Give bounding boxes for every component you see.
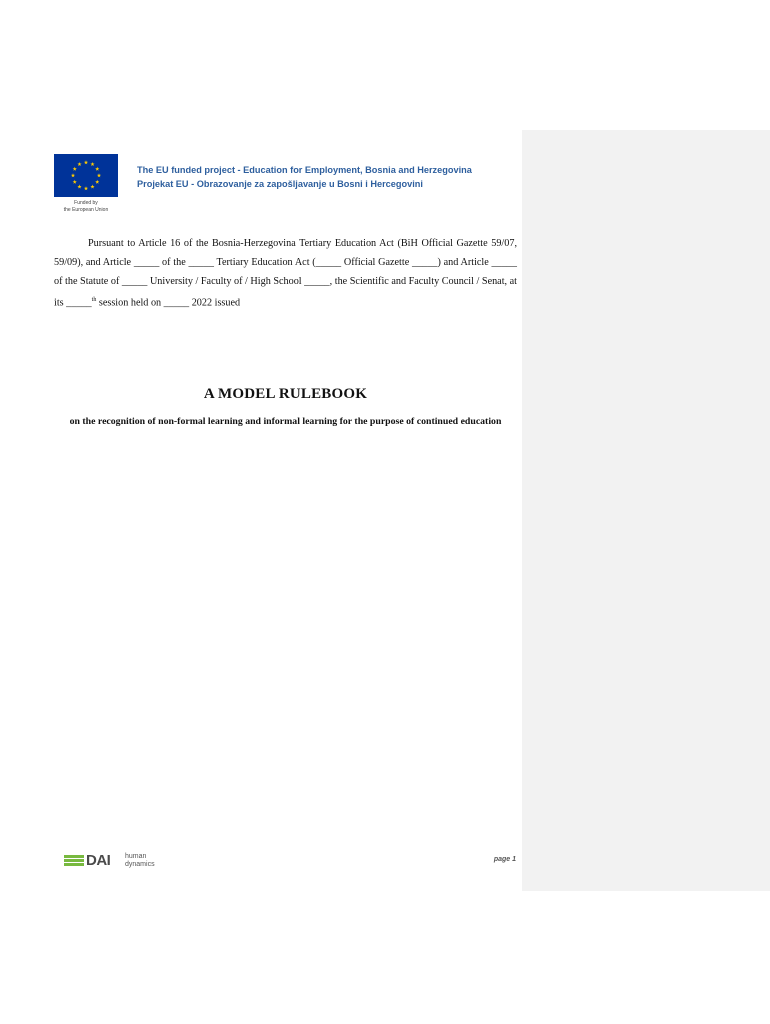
preamble-text: Pursuant to Article 16 of the Bosnia-Herzegovina Tertiary Education Act (BiH Official Gazette 59/07, 59/09), and Article _____ of the _____ Tertiary Education Act (_____ Official Gazette _____) and Article _____ of the Statute of _____ University / Faculty of / High School _____, the Scientific and Faculty Council / Senat, at its _____ [54, 238, 517, 309]
document-subtitle: on the recognition of non-formal learning and informal learning for the purpose of continued education [69, 416, 502, 427]
dai-logo-subtext [125, 853, 155, 868]
preamble-ordinal-suffix: th [91, 297, 97, 304]
project-title-english: The EU funded project - Education for Employment, Bosnia and Herzegovina [137, 165, 472, 175]
dai-logo-subtext-line-1: human [125, 853, 147, 860]
page-number: page 1 [493, 856, 516, 863]
project-title-bosnian: Projekat EU - Obrazovanje za zapošljavanje u Bosni i Hercegovini [137, 179, 423, 189]
dai-logo-subtext-line-2: dynamics [125, 860, 155, 868]
document-title: A MODEL RULEBOOK [203, 386, 368, 402]
comment-pane [522, 130, 770, 891]
eu-caption-line-1: Funded by [74, 200, 98, 206]
eu-funding-caption [54, 200, 118, 214]
dai-logo-bars-icon [64, 855, 84, 867]
dai-logo-text: DAI [86, 852, 111, 869]
project-title [137, 163, 472, 191]
eu-caption-line-2: the European Union [63, 207, 109, 213]
eu-flag-logo [54, 154, 118, 197]
preamble-text-end: session held on _____ 2022 issued [96, 297, 241, 309]
preamble-paragraph [54, 235, 517, 314]
dai-logo [64, 853, 168, 869]
